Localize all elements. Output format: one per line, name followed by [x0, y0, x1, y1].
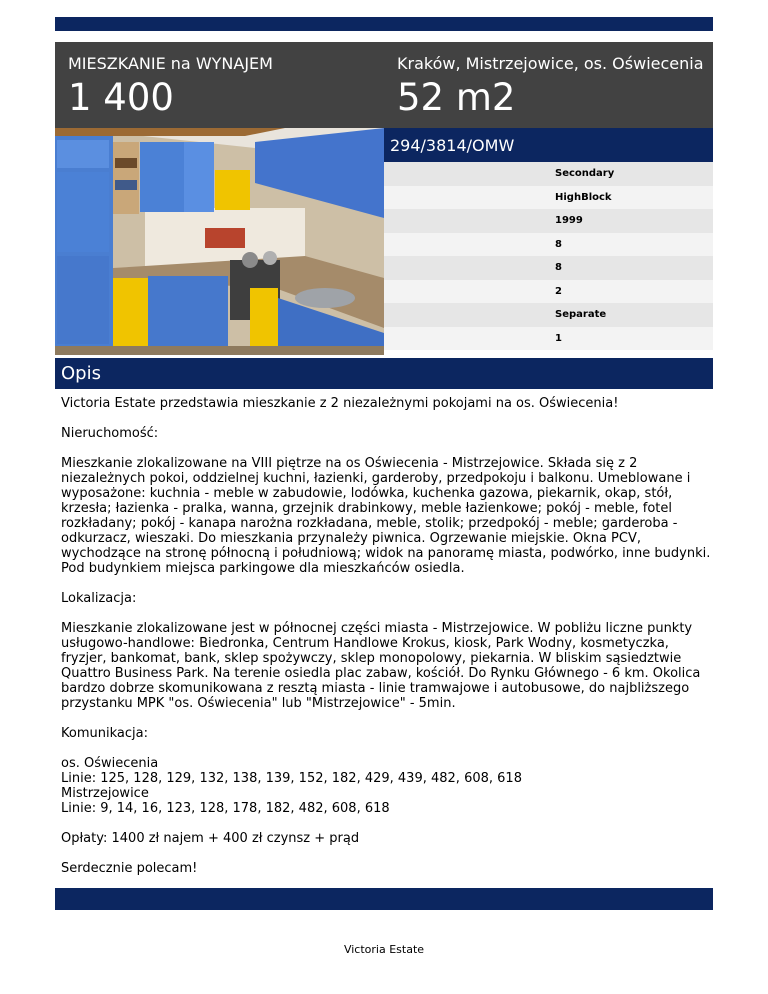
section-title: Opis [61, 363, 101, 384]
details-row [384, 233, 713, 257]
details-row [384, 327, 713, 351]
details-value: 8 [555, 238, 562, 250]
details-row [384, 256, 713, 280]
description-paragraph: Komunikacja: [61, 726, 148, 741]
details-value: 1999 [555, 215, 583, 226]
listing-header [55, 42, 713, 128]
details-value: Separate [555, 309, 607, 320]
description-paragraph: Nieruchomość: [61, 426, 159, 441]
details-row [384, 303, 713, 327]
description-body [61, 396, 711, 891]
description-paragraph: os. Oświecenia Linie: 125, 128, 129, 132, 138, 139, 152, 182, 429, 439, 482, 608, 618 Mistrzejowice Linie: 9, 14, 16, 123, 128, 178, 182, 482, 608, 618 [61, 756, 522, 816]
listing-type: MIESZKANIE na WYNAJEM [68, 54, 273, 73]
description-paragraph: Opłaty: 1400 zł najem + 400 zł czynsz + prąd [61, 831, 360, 846]
details-row [384, 162, 713, 186]
details-row [384, 280, 713, 304]
listing-price: 1 400 [68, 76, 174, 119]
description-paragraph: Mieszkanie zlokalizowane na VIII piętrze na os Oświecenia - Mistrzejowice. Składa się z 2 niezależnych pokoi, oddzielnej kuchni, łazienki, garderoby, przedpokoju i balkonu. Umeblowane i wyposażone: kuchnia - meble w zabudowie, lodówka, kuchenka gazowa, piekarnik, okap, stół, krzesła; łazienka - pralka, wanna, grzejnik drabinkowy, meble łazienkowe; pokój - meble, fotel rozkładany; pokój - kanapa narożna rozkładana, meble, stolik; przedpokój - meble; garderoba - odkurzacz, wieszaki. Do mieszkania przynależy piwnica. Ogrzewanie miejskie. Okna PCV, wychodzące na stronę północną i południową; widok na panoramę miasta, podwórko, inne budynki. Pod budynkiem miejsca parkingowe dla mieszkańców osiedla. [61, 456, 711, 576]
listing-location: Kraków, Mistrzejowice, os. Oświecenia [397, 54, 704, 73]
description-paragraph: Lokalizacja: [61, 591, 137, 606]
details-table [384, 162, 713, 350]
bottom-decor-bar [55, 888, 713, 910]
details-value: 1 [555, 332, 562, 344]
top-decor-bar [55, 17, 713, 31]
details-row [384, 209, 713, 233]
description-header [55, 358, 713, 389]
listing-area: 52 m2 [397, 76, 516, 119]
description-paragraph: Serdecznie polecam! [61, 861, 198, 876]
kitchen-photo-illustration [55, 128, 384, 355]
footer-brand: Victoria Estate [343, 943, 425, 956]
details-value: HighBlock [555, 191, 612, 203]
description-paragraph: Mieszkanie zlokalizowane jest w północnej części miasta - Mistrzejowice. W pobliżu liczne punkty usługowo-handlowe: Biedronka, Centrum Handlowe Krokus, kiosk, Park Wodny, kosmetyczka, fryzjer, bankomat, bank, sklep spożywczy, sklep monopolowy, piekarnia. W bliskim sąsiedztwie Quattro Business Park. Na terenie osiedla plac zabaw, kościół. Do Rynku Głównego - 6 km. Okolica bardzo dobrze skomunikowana z resztą miasta - linie tramwajowe i autobusowe, do najbliższego przystanku MPK "os. Oświecenia" lub "Mistrzejowice" - 5min. [61, 621, 701, 711]
reference-bar [384, 128, 713, 162]
details-value: 2 [555, 285, 562, 297]
details-row [384, 186, 713, 210]
description-paragraph: Victoria Estate przedstawia mieszkanie z 2 niezależnymi pokojami na os. Oświecenia! [61, 396, 619, 411]
details-value: 8 [555, 262, 562, 273]
kitchen-photo [55, 128, 384, 355]
reference-number: 294/3814/OMW [390, 136, 515, 155]
details-value: Secondary [555, 168, 615, 179]
